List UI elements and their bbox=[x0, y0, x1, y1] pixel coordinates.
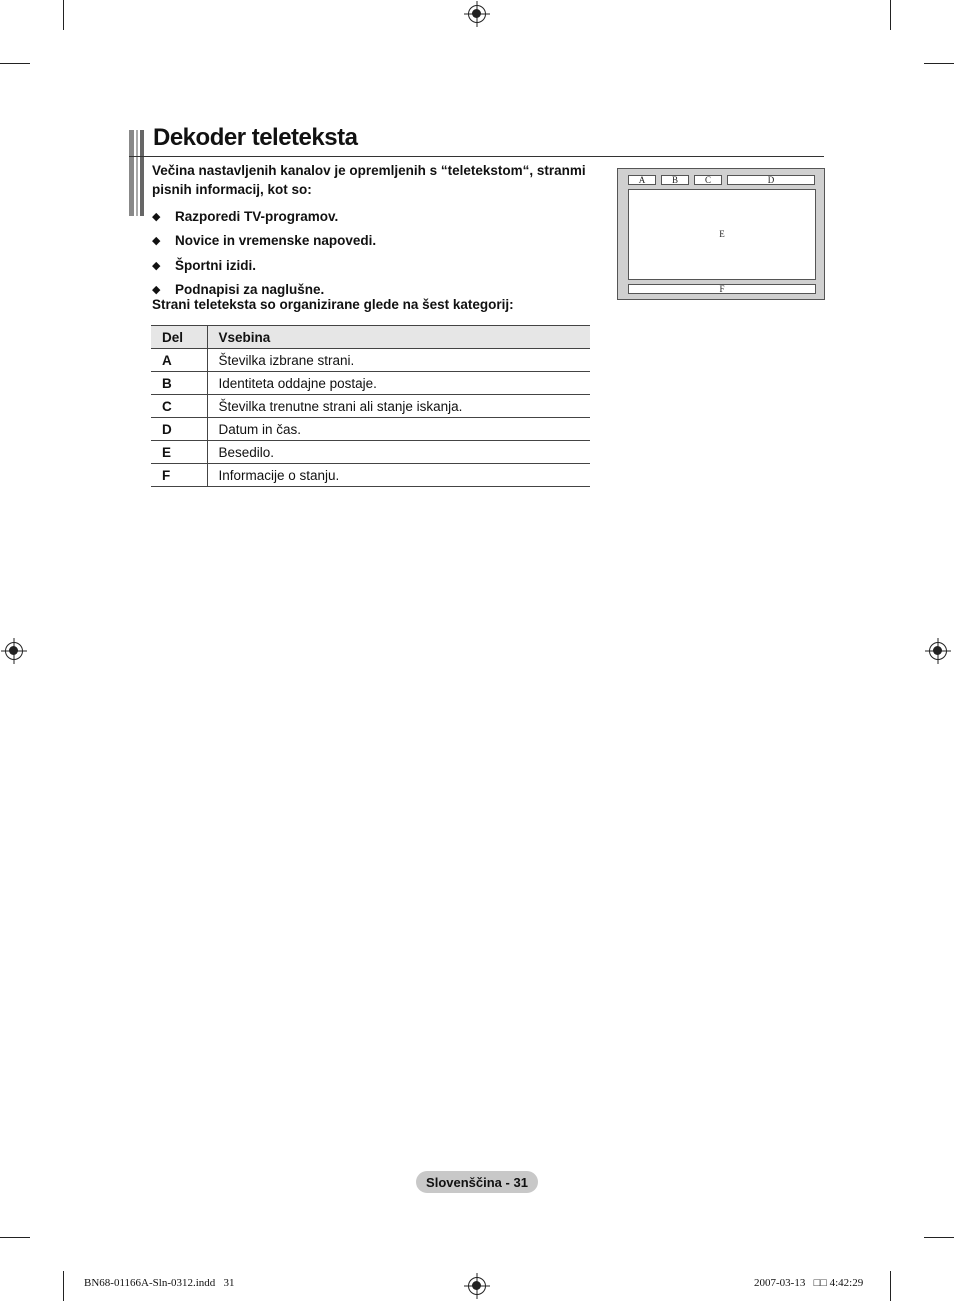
content-cell: Besedilo. bbox=[207, 441, 590, 464]
crop-mark bbox=[63, 1271, 64, 1301]
registration-mark-icon bbox=[468, 1277, 486, 1295]
page-number-badge: Slovenščina - 31 bbox=[416, 1171, 538, 1193]
content-cell: Številka izbrane strani. bbox=[207, 349, 590, 372]
categories-intro: Strani teleteksta so organizirane glede na šest kategorij: bbox=[152, 297, 514, 312]
crop-mark bbox=[890, 1271, 891, 1301]
crop-mark bbox=[890, 0, 891, 30]
teletext-categories-table bbox=[151, 325, 590, 487]
part-cell: F bbox=[151, 464, 207, 487]
teletext-screen-diagram bbox=[617, 168, 825, 300]
diagram-area-c: C bbox=[694, 175, 722, 185]
part-cell: D bbox=[151, 418, 207, 441]
diagram-area-f: F bbox=[628, 284, 816, 294]
diamond-bullet-icon: ◆ bbox=[152, 210, 161, 223]
table-row bbox=[151, 464, 590, 487]
crop-mark bbox=[924, 63, 954, 64]
content-cell: Identiteta oddajne postaje. bbox=[207, 372, 590, 395]
list-item bbox=[152, 204, 376, 229]
file-slug: BN68-01166A-Sln-0312.indd 31 bbox=[84, 1277, 235, 1289]
diamond-bullet-icon: ◆ bbox=[152, 259, 161, 272]
crop-mark bbox=[924, 1237, 954, 1238]
part-cell: A bbox=[151, 349, 207, 372]
list-item bbox=[152, 253, 376, 278]
section-marker-bar bbox=[129, 130, 144, 216]
content-cell: Številka trenutne strani ali stanje iskanja. bbox=[207, 395, 590, 418]
date-slug: 2007-03-13 □□ 4:42:29 bbox=[754, 1277, 864, 1289]
column-header-content: Vsebina bbox=[207, 326, 590, 349]
content-cell: Datum in čas. bbox=[207, 418, 590, 441]
list-item-text: Novice in vremenske napovedi. bbox=[175, 233, 377, 249]
list-item-text: Podnapisi za naglušne. bbox=[175, 282, 325, 298]
diagram-area-b: B bbox=[661, 175, 689, 185]
table-row bbox=[151, 395, 590, 418]
diagram-area-e: E bbox=[628, 189, 816, 280]
registration-mark-icon bbox=[5, 642, 23, 660]
registration-mark-icon bbox=[468, 5, 486, 23]
bullet-list bbox=[152, 204, 376, 302]
content-cell: Informacije o stanju. bbox=[207, 464, 590, 487]
diamond-bullet-icon: ◆ bbox=[152, 235, 161, 248]
table-row bbox=[151, 418, 590, 441]
part-cell: E bbox=[151, 441, 207, 464]
intro-paragraph: Večina nastavljenih kanalov je opremljenih s “teletekstom“, stranmi pisnih informacij, kot so: bbox=[152, 163, 586, 197]
table-row bbox=[151, 441, 590, 464]
table-row bbox=[151, 349, 590, 372]
diamond-bullet-icon: ◆ bbox=[152, 284, 161, 297]
column-header-part: Del bbox=[151, 326, 207, 349]
list-item bbox=[152, 229, 376, 254]
crop-mark bbox=[0, 1237, 30, 1238]
diagram-area-a: A bbox=[628, 175, 656, 185]
registration-mark-icon bbox=[929, 642, 947, 660]
crop-mark bbox=[63, 0, 64, 30]
table-header-row bbox=[151, 326, 590, 349]
table-row bbox=[151, 372, 590, 395]
list-item-text: Razporedi TV-programov. bbox=[175, 208, 339, 224]
list-item-text: Športni izidi. bbox=[175, 257, 256, 273]
page-title: Dekoder teleteksta bbox=[153, 124, 358, 151]
diagram-area-d: D bbox=[727, 175, 815, 185]
part-cell: B bbox=[151, 372, 207, 395]
part-cell: C bbox=[151, 395, 207, 418]
crop-mark bbox=[0, 63, 30, 64]
title-divider bbox=[129, 156, 824, 157]
